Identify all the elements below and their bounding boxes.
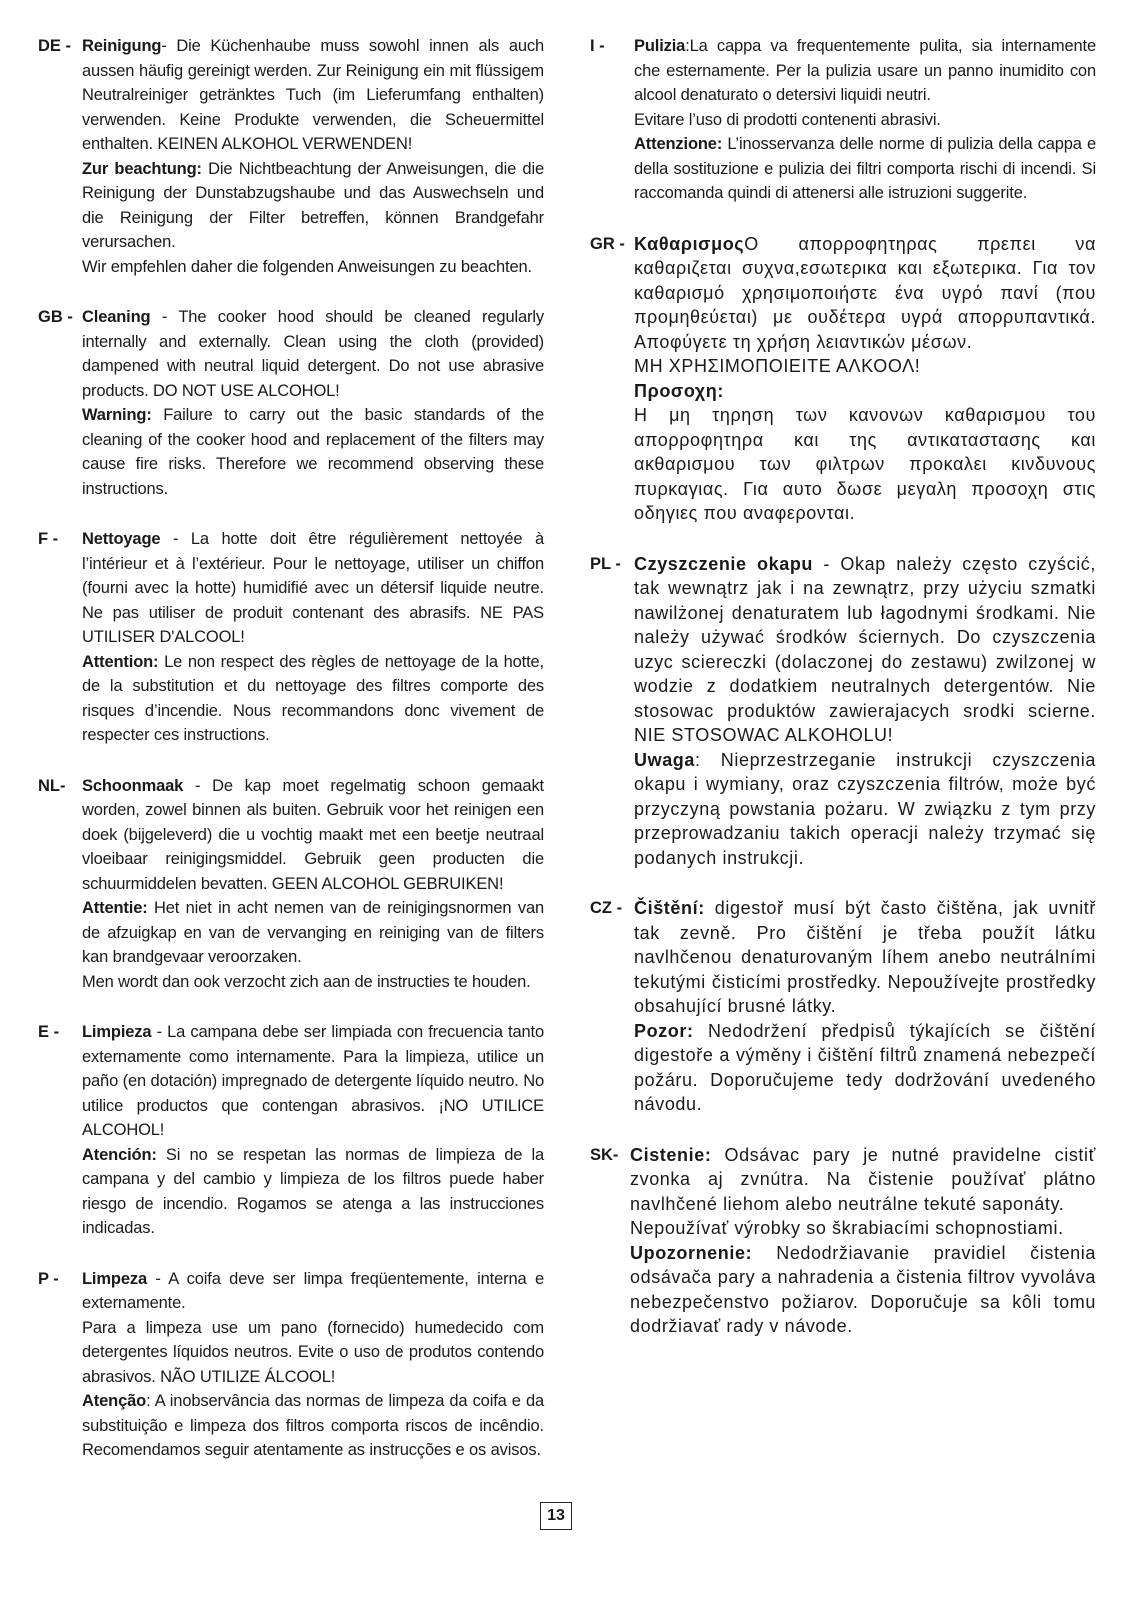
section-title: Καθαρισμος	[634, 233, 745, 254]
section-title: Reinigung	[82, 37, 162, 55]
warning-text: Si no se respetan las normas de limpieza de la campana y del cambio y limpieza de los filtros puede haber riesgo de incendio. Rogamos se atenga a las instrucciones indicadas.	[82, 1145, 544, 1237]
language-code: E -	[38, 1023, 60, 1041]
warning-label: Atención:	[82, 1145, 157, 1164]
language-section	[38, 774, 544, 995]
language-section	[590, 1143, 1096, 1339]
section-text: Odsávac pary je nutné pravidelne cistiť zvonka aj zvnútra. Na čistenie používať plátno navlhčené liehom alebo neutrálne tekuté saponáty.	[630, 1144, 1096, 1214]
section-body	[82, 34, 544, 279]
section-note: Evitare l’uso di prodotti contenenti abrasivi.	[634, 110, 941, 129]
section-text: A coifa deve ser limpa freqüentemente, interna e externamente.	[82, 1269, 544, 1312]
section-text: Die Küchenhaube muss sowohl innen als auch aussen häufig gereinigt werden. Zur Reinigung ein mit flüssigem Neutralreiniger getränktes Tuch (im Lieferumfang enthalten) verwenden. Keine Produkte verwenden, die Scheuermittel enthalten. KEINEN ALKOHOL VERWENDEN!	[82, 37, 544, 153]
left-column	[38, 34, 544, 1489]
language-code: GB -	[38, 308, 73, 326]
section-title: Limpeza	[82, 1269, 147, 1288]
right-column	[590, 34, 1096, 1365]
section-note: Nepoužívať výrobky so škrabiacími schopnostiami.	[630, 1218, 1064, 1238]
section-body	[82, 1267, 544, 1463]
warning-text: Le non respect des règles de nettoyage de la hotte, de la substitution et du nettoyage des filtres comporte des risques d’incendie. Nous recommandons donc vivement de respecter ces instructions.	[82, 652, 544, 744]
language-code: I -	[590, 37, 605, 55]
title-separator: -	[150, 308, 179, 326]
title-separator	[711, 1145, 724, 1165]
warning-label: Warning:	[82, 406, 152, 424]
section-body	[634, 896, 1096, 1117]
language-section	[38, 34, 544, 279]
section-title: Schoonmaak	[82, 776, 184, 795]
title-separator: -	[161, 37, 177, 55]
section-title: Cleaning	[82, 308, 151, 326]
section-note: ΜΗ ΧΡΗΣΙΜΟΠΟΙΕΙΤΕ ΑΛΚΟΟΛ!	[634, 356, 921, 376]
language-code: DE -	[38, 37, 71, 55]
warning-text: Nedodržení předpisů týkajících se čištění digestoře a výměny i čištění filtrů znamená nebezpečí požáru. Doporučujeme tedy dodržování uvedeného návodu.	[634, 1020, 1096, 1114]
language-section	[38, 1267, 544, 1463]
language-code: F -	[38, 530, 59, 548]
warning-label: Uwaga	[634, 749, 696, 770]
warning-label: Attention:	[82, 652, 159, 671]
warning-label: Attenzione:	[634, 135, 723, 153]
section-title: Czyszczenie okapu	[634, 553, 814, 574]
section-body	[82, 305, 544, 501]
section-text: Okap należy często czyścić, tak wewnątrz jak i na zewnątrz, przy użyciu szmatki nawilżonej denaturatem lub łagodnymi środkami. Nie należy używać środków ściernych. Do czyszczenia uzyc sciereczki (dolaczonej do zestawu) zwilzonej w wodzie z dodatkiem neutralnych detergentów. Nie stosowac produktów zawierajacych srodki scierne. NIE STOSOWAC ALKOHOLU!	[634, 553, 1097, 745]
section-text: Ο απορροφητηρας πρεπει να καθαριζεται συχνα,εσωτερικα και εξωτερικα. Για τον καθαρισμό χρησιμοποιήστε ένα υγρό πανί (που προμηθεύεται) με ουδέτερα υγρά απορρυπαντικά. Αποφύγετε τη χρήση λειαντικών μέσων.	[634, 233, 1096, 352]
section-body	[82, 527, 544, 748]
section-title: Nettoyage	[82, 530, 161, 548]
language-code: CZ -	[590, 899, 623, 917]
warning-text: L’inosservanza delle norme di pulizia della cappa e della sostituzione e pulizia dei filtri comporta rischi di incendi. Si raccomanda quindi di attenersi alle istruzioni suggerite.	[634, 135, 1096, 202]
warning-text: Nedodržiavanie pravidiel čistenia odsávača pary a nahradenia a čistenia filtrov vyvoláva nebezpečenstvo požiarov. Doporučuje sa kôli tomu dodržiavať rady v návode.	[630, 1242, 1096, 1336]
warning-label: Pozor:	[634, 1020, 694, 1041]
warning-text: Η μη τηρηση των κανονων καθαρισμου του απορροφητηρα και της αντικαταστασης και ακθαρισμου των φιλτρων προκαλει κινδυνους πυρκαγιας. Για αυτο δωσε μεγαλη προσοχη στις οδηγιες που αναφερονται.	[634, 405, 1096, 523]
section-footnote: Wir empfehlen daher die folgenden Anweisungen zu beachten.	[82, 257, 532, 276]
language-section	[590, 34, 1096, 206]
warning-text: Die Nichtbeachtung der Anweisungen, die die Reinigung der Dunstabzugshaube und das Auswechseln und die Reinigung der Filter betreffen, können Brandgefahr verursachen.	[82, 159, 544, 251]
section-body	[634, 552, 1096, 871]
title-separator: -	[160, 530, 191, 548]
page-number: 13	[540, 1502, 572, 1530]
language-section	[590, 552, 1096, 871]
language-code: GR -	[590, 234, 625, 253]
section-body	[630, 1143, 1096, 1339]
language-section	[38, 1020, 544, 1241]
section-footnote: Men wordt dan ook verzocht zich aan de instructies te houden.	[82, 972, 531, 991]
language-section	[590, 232, 1096, 526]
title-separator: -	[813, 553, 841, 574]
section-text: La hotte doit être régulièrement nettoyée à l’intérieur et à l’extérieur. Pour le nettoyage, utiliser un chiffon (fourni avec la hotte) humidifié avec un détersif liquide neutre. Ne pas utiliser de produit contenant des abrasifs. NE PAS UTILISER D'ALCOOL!	[82, 530, 544, 646]
section-title: Čištění:	[634, 898, 705, 918]
section-text: La campana debe ser limpiada con frecuencia tanto externamente como internamente. Para la limpieza, utilice un paño (en dotación) impregnado de detergente líquido neutro. No utilice productos que contengan abrasivos. ¡NO UTILICE ALCOHOL!	[82, 1023, 544, 1139]
section-text: The cooker hood should be cleaned regularly internally and externally. Clean using the cloth (provided) dampened with neutral liquid detergent. Do not use abrasive products. DO NOT USE ALCOHOL!	[82, 308, 544, 400]
language-code: P -	[38, 1269, 59, 1288]
section-text: La cappa va frequentemente pulita, sia internamente che esternamente. Per la pulizia usare un panno inumidito con alcool denaturato o detersivi liquidi neutri.	[634, 37, 1096, 104]
section-body	[634, 34, 1096, 206]
section-body	[82, 774, 544, 995]
language-section	[38, 305, 544, 501]
section-title: Pulizia	[634, 37, 686, 55]
section-title: Cistenie:	[630, 1144, 712, 1165]
warning-label: Zur beachtung:	[82, 159, 202, 178]
section-text: De kap moet regelmatig schoon gemaakt worden, zowel binnen als buiten. Gebruik voor het reinigen een doek (bijgeleverd) die u vochtig maakt met een beetje neutraal vloeibaar reinigingsmiddel. Gebruik geen producten die schuurmiddelen bevatten. GEEN ALCOHOL GEBRUIKEN!	[82, 776, 544, 893]
warning-label: Προσοχη:	[634, 380, 724, 401]
title-separator: :	[685, 37, 690, 55]
title-separator	[705, 898, 715, 918]
section-text: digestoř musí být často čištěna, jak uvnitř tak zevně. Pro čištění je třeba použít látku navlhčenou denaturovaným líhem anebo neutrálními tekutými čisticími prostředky. Nepoužívejte prostředky obsahující brusné látky.	[634, 898, 1096, 1016]
warning-text: : A inobservância das normas de limpeza da coifa e da substituição e limpeza dos filtros comporta riscos de incêndio. Recomendamos seguir atentamente as instrucções e os avisos.	[82, 1392, 544, 1459]
language-code: PL -	[590, 554, 621, 573]
title-separator: -	[146, 1269, 169, 1288]
section-body	[634, 232, 1096, 526]
section-title: Limpieza	[82, 1023, 152, 1041]
warning-label: Atenção	[82, 1392, 147, 1410]
title-separator: -	[151, 1023, 168, 1041]
warning-label: Upozornenie:	[630, 1242, 753, 1263]
language-section	[38, 527, 544, 748]
section-body	[82, 1020, 544, 1241]
warning-label: Attentie:	[82, 899, 148, 917]
section-note: Para a limpeza use um pano (fornecido) humedecido com detergentes líquidos neutros. Evite o uso de produtos contendo abrasivos. NÃO UTILIZE ÁLCOOL!	[82, 1318, 544, 1386]
warning-text: Het niet in acht nemen van de reinigingsnormen van de afzuigkap en van de vervanging en reiniging van de filters kan brandgevaar veroorzaken.	[82, 899, 544, 966]
language-code: NL-	[38, 776, 66, 795]
warning-text: Failure to carry out the basic standards of the cleaning of the cooker hood and replacement of the filters may cause fire risks. Therefore we recommend observing these instructions.	[82, 406, 544, 498]
language-code: SK-	[590, 1145, 619, 1164]
title-separator: -	[183, 776, 213, 795]
warning-text: : Nieprzestrzeganie instrukcji czyszczenia okapu i wymiany, oraz czyszczenia filtrów, może być przyczyną powstania pożaru. W związku z tym przy przeprowadzaniu takich operacji należy trzymać się podanych instrukcji.	[634, 749, 1096, 868]
language-section	[590, 896, 1096, 1117]
